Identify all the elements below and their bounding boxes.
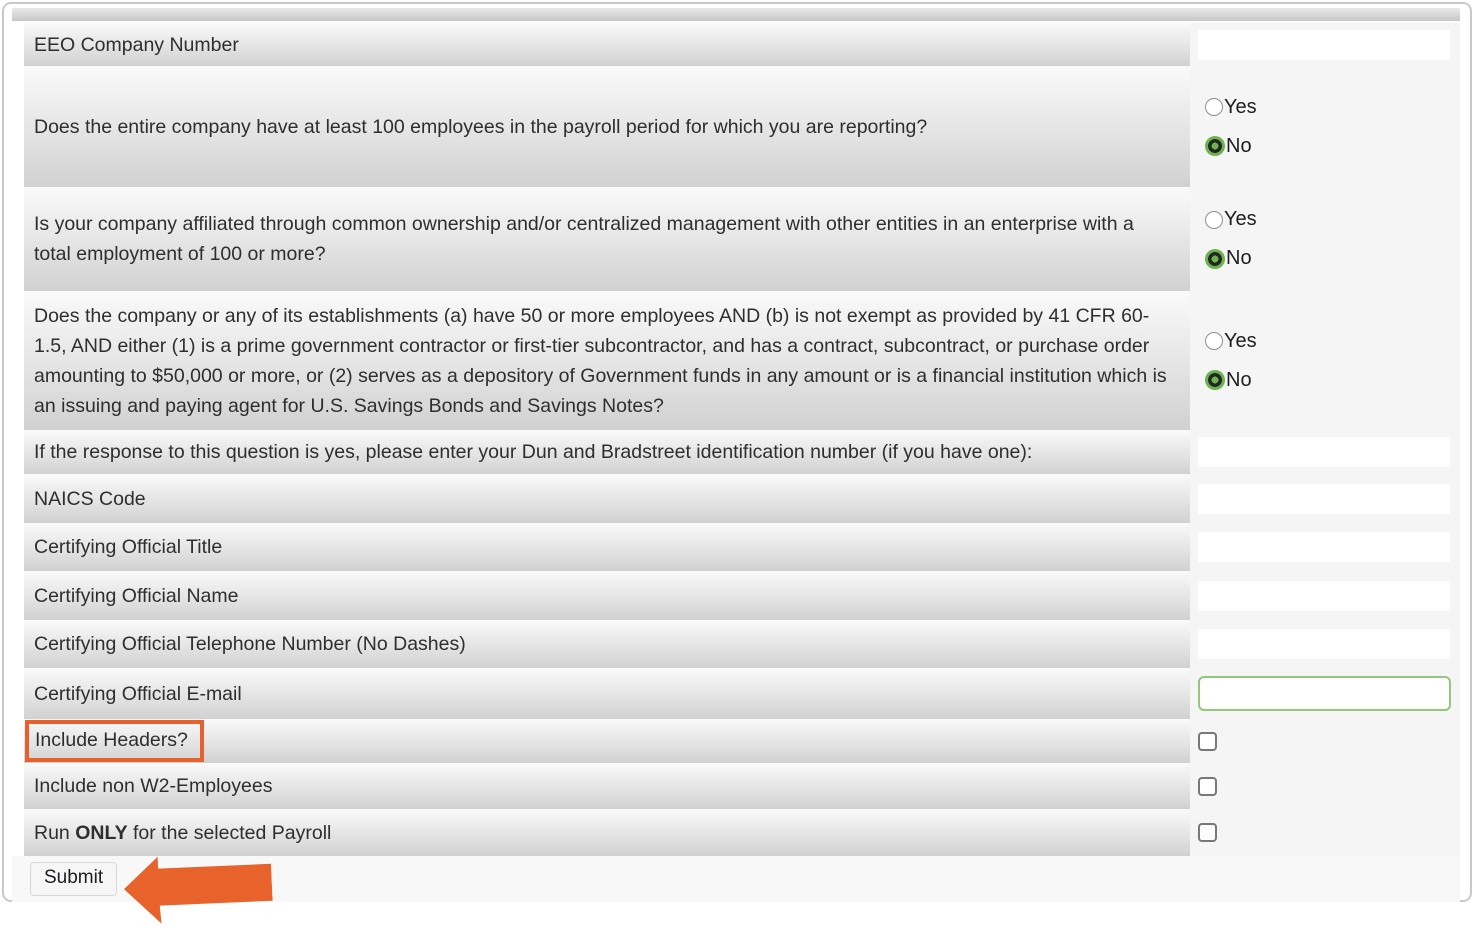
row-label [24,291,1190,430]
radio-group [1190,187,1460,291]
input-cell [1190,474,1460,523]
include-headers-label: Include Headers? [35,729,188,751]
row-q-at-least-100-employees [24,66,1460,187]
radio-option-no[interactable] [1205,247,1252,270]
radio-yes-label: Yes [1224,208,1257,230]
q-affiliated-enterprise-label: Is your company affiliated through common ownership and/or centralized management with other entities in an enterprise with a total employment of 100 or more? [34,213,1134,265]
q-contractor-depository-label: Does the company or any of its establishments (a) have 50 or more employees AND (b) is not exempt as provided by 41 CFR 60-1.5, AND either (1) is a prime government contractor or first-tier subcontractor, and has a contract, subcontract, or purchase order amounting to $50,000 or more, or (2) serves as a depository of Government funds in any amount or is a financial institution which is an issuing and paying agent for U.S. Savings Bonds and Savings Notes? [34,304,1167,417]
q-at-least-100-employees-label: Does the entire company have at least 100 employees in the payroll period for which you are reporting? [34,115,928,138]
row-certifying-official-title [24,523,1460,571]
include-non-w2-employees-label: Include non W2-Employees [34,775,273,797]
form-table [12,23,1460,856]
row-label [24,474,1190,523]
submit-button[interactable]: Submit [30,862,117,896]
radio-unselected-icon[interactable] [1205,332,1223,350]
certifying-official-phone-input[interactable] [1198,629,1450,659]
row-q-affiliated-enterprise [24,187,1460,291]
row-label [24,668,1190,719]
row-label [24,763,1190,809]
naics-code-input[interactable] [1198,484,1450,514]
include-headers-checkbox[interactable] [1198,732,1217,751]
radio-option-no[interactable] [1205,369,1252,392]
input-cell [1190,719,1460,763]
run-only-label-suffix: for the selected Payroll [127,821,332,844]
input-cell [1190,668,1460,719]
row-label [24,620,1190,668]
radio-group [1190,66,1460,187]
radio-selected-icon[interactable] [1205,136,1225,156]
radio-selected-icon[interactable] [1205,370,1225,390]
include-non-w2-employees-checkbox[interactable] [1198,777,1217,796]
input-cell [1190,620,1460,668]
certifying-official-title-input[interactable] [1198,532,1450,562]
row-certifying-official-name [24,571,1460,620]
certifying-official-phone-label: Certifying Official Telephone Number (No Dashes) [34,633,466,655]
radio-no-label: No [1226,247,1252,269]
radio-group [1190,291,1460,430]
radio-option-yes[interactable] [1205,96,1257,119]
radio-option-no[interactable] [1205,135,1252,158]
form-content [12,8,1460,902]
row-eeo-company-number [24,23,1460,66]
row-label [24,571,1190,620]
radio-no-label: No [1226,368,1252,391]
radio-option-yes[interactable] [1205,330,1257,353]
row-certifying-official-email [24,668,1460,719]
run-only-label-bold: ONLY [75,821,128,844]
row-label [24,23,1190,66]
eeo-company-number-label: EEO Company Number [34,33,239,56]
certifying-official-email-label: Certifying Official E-mail [34,682,242,705]
row-label [24,523,1190,571]
radio-yes-label: Yes [1224,329,1257,352]
radio-selected-icon[interactable] [1205,249,1225,269]
truncated-row-top-strip [12,8,1460,21]
row-label [24,809,1190,856]
row-certifying-official-phone [24,620,1460,668]
row-dun-bradstreet-number [24,430,1460,474]
radio-unselected-icon[interactable] [1205,98,1223,116]
row-label [24,719,1190,763]
dun-bradstreet-input[interactable] [1198,437,1450,467]
run-only-selected-payroll-checkbox[interactable] [1198,823,1217,842]
run-only-label-prefix: Run [34,821,76,844]
radio-no-label: No [1226,134,1252,157]
radio-option-yes[interactable] [1205,208,1257,231]
certifying-official-title-label: Certifying Official Title [34,536,223,558]
input-cell [1190,571,1460,620]
input-cell [1190,430,1460,474]
input-cell [1190,23,1460,66]
eeo-report-form-panel [2,2,1472,902]
row-naics-code [24,474,1460,523]
certifying-official-name-label: Certifying Official Name [34,584,239,607]
radio-yes-label: Yes [1224,95,1257,118]
naics-code-label: NAICS Code [34,487,146,510]
row-label [24,430,1190,474]
row-include-headers [24,719,1460,763]
input-cell [1190,523,1460,571]
row-q-contractor-depository [24,291,1460,430]
row-include-non-w2-employees [24,763,1460,809]
input-cell [1190,809,1460,856]
row-label [24,187,1190,291]
certifying-official-email-input[interactable] [1198,676,1451,711]
row-run-only-selected-payroll [24,809,1460,856]
certifying-official-name-input[interactable] [1198,581,1450,611]
include-headers-highlight-box [25,720,204,762]
dun-bradstreet-label: If the response to this question is yes, please enter your Dun and Bradstreet identification number (if you have one): [34,441,1033,463]
input-cell [1190,763,1460,809]
run-only-selected-payroll-label [34,818,331,848]
radio-unselected-icon[interactable] [1205,211,1223,229]
eeo-company-number-input[interactable] [1198,30,1450,60]
row-label [24,66,1190,187]
